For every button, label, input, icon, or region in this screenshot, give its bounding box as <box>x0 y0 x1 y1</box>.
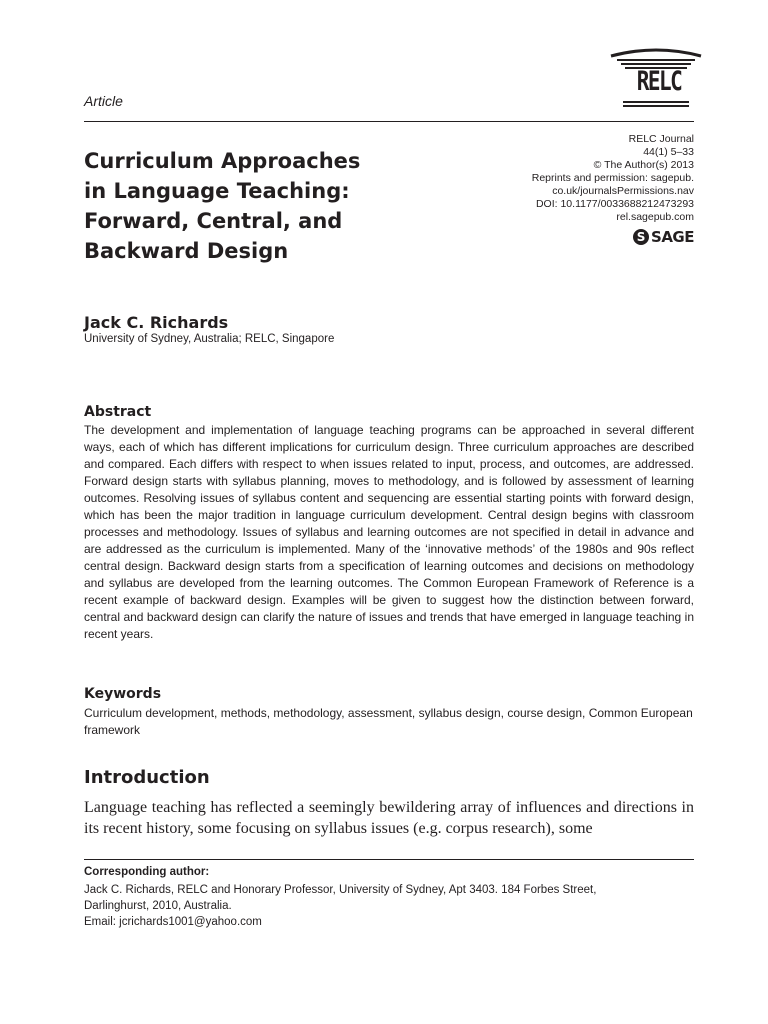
journal-name: RELC Journal <box>628 133 694 145</box>
title-line: Curriculum Approaches <box>84 149 361 173</box>
reprints-line: Reprints and permission: sagepub. <box>531 172 694 184</box>
sage-mark-icon: S <box>633 229 649 245</box>
corresponding-address-line: Darlinghurst, 2010, Australia. <box>84 900 232 912</box>
abstract-heading: Abstract <box>84 404 152 420</box>
journal-website-link[interactable]: rel.sagepub.com <box>616 211 694 223</box>
author-affiliation: University of Sydney, Australia; RELC, Singapore <box>84 333 335 345</box>
sage-wordmark: SAGE <box>651 228 694 246</box>
footnote-divider <box>84 859 694 860</box>
introduction-text: Language teaching has reflected a seemingly bewildering array of influences and directions in its recent history, some focusing on syllabus issues (e.g. corpus research), some <box>84 799 694 837</box>
copyright-line: © The Author(s) 2013 <box>593 159 694 171</box>
article-type-label: Article <box>84 93 123 109</box>
abstract-text: The development and implementation of language teaching programs can be approached in several different ways, each of which has different implications for curriculum design. Three curriculum approaches are described and compared. Each differs with respect to when issues related to input, process, and outcomes, are addressed. Forward design starts with syllabus planning, moves to methodology, and is followed by assessment of learning outcomes. Resolving issues of syllabus content and sequencing are essential starting points with forward design, which has been the major tradition in language curriculum development. Central design begins with classroom processes and methodology. Issues of syllabus and learning outcomes are not specified in detail in advance and are addressed as the curriculum is implemented. Many of the ‘innovative methods’ of the 1980s and 90s reflect central design. Backward design starts from a specification of learning outcomes and decisions on methodology and syllabus are developed from the learning outcomes. The Common European Framework of Reference is a recent example of backward design. Examples will be given to suggest how the distinction between forward, central and backward design can clarify the nature of issues and trends that have emerged in language teaching in recent years. <box>84 423 694 641</box>
corresponding-author-details <box>84 882 694 930</box>
author-name: Jack C. Richards <box>84 313 229 332</box>
keywords-heading: Keywords <box>84 686 162 702</box>
journal-volume: 44(1) 5–33 <box>643 146 694 158</box>
title-line: Backward Design <box>84 239 289 263</box>
doi-link[interactable]: DOI: 10.1177/0033688212473293 <box>535 198 694 210</box>
relc-logo-text: RELC <box>636 66 682 97</box>
article-title <box>84 146 484 266</box>
title-line: in Language Teaching: <box>84 179 350 203</box>
corresponding-email[interactable]: Email: jcrichards1001@yahoo.com <box>84 916 262 928</box>
corresponding-address-line: Jack C. Richards, RELC and Honorary Professor, University of Sydney, Apt 3403. 184 Forbes Street, <box>84 884 597 896</box>
permissions-link[interactable]: co.uk/journalsPermissions.nav <box>552 185 694 197</box>
corresponding-author-heading: Corresponding author: <box>84 866 210 878</box>
journal-metadata <box>504 133 694 224</box>
introduction-heading: Introduction <box>84 767 210 788</box>
header-divider <box>84 121 694 122</box>
title-line: Forward, Central, and <box>84 209 343 233</box>
keywords-text: Curriculum development, methods, methodology, assessment, syllabus design, course design, Common European framework <box>84 706 693 737</box>
sage-logo <box>633 228 694 246</box>
